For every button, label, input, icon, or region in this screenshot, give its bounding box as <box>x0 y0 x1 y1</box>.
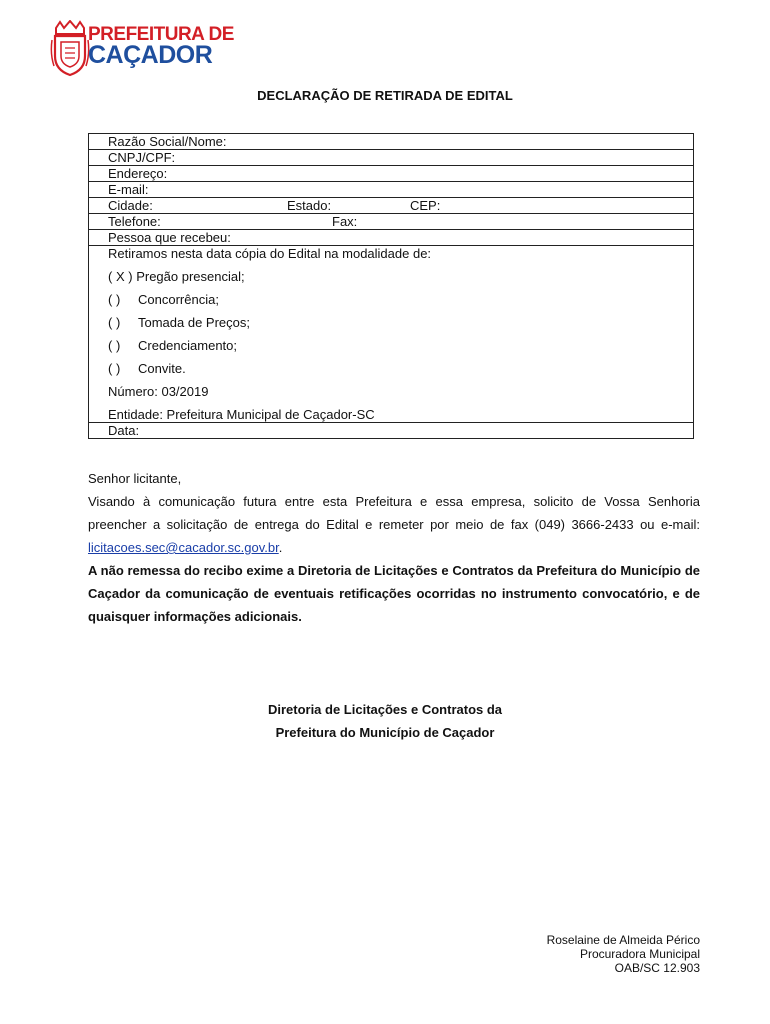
retiramos-text: Retiramos nesta data cópia do Edital na modalidade de: <box>108 246 432 261</box>
option-pregao <box>108 269 693 284</box>
form-row-modalidade <box>89 246 693 423</box>
numero-text: Número: 03/2019 <box>108 384 209 399</box>
signer-name: Roselaine de Almeida Périco <box>546 933 700 947</box>
option-tomada-precos <box>108 315 693 330</box>
option-label: Credenciamento; <box>138 338 237 353</box>
option-mark: ( ) <box>108 292 121 307</box>
logo-text-line2: CAÇADOR <box>88 41 213 69</box>
letter-body <box>88 467 700 628</box>
option-label: Convite. <box>138 361 186 376</box>
document-title: DECLARAÇÃO DE RETIRADA DE EDITAL <box>257 88 513 103</box>
signature-line2: Prefeitura do Município de Caçador <box>275 725 495 740</box>
signature-line1: Diretoria de Licitações e Contratos da <box>267 702 503 717</box>
pessoa-label: Pessoa que recebeu: <box>108 230 231 245</box>
instruction-end: . <box>278 540 283 555</box>
estado-label: Estado: <box>287 198 332 213</box>
form-row-cnpj <box>89 150 693 166</box>
withdrawal-form <box>88 133 694 439</box>
form-row-telefone <box>89 214 693 230</box>
cidade-label: Cidade: <box>108 198 153 213</box>
form-row-cidade <box>89 198 693 214</box>
option-concorrencia <box>108 292 693 307</box>
form-row-data <box>89 423 693 438</box>
option-mark: ( ) <box>108 338 121 353</box>
option-label: Pregão presencial; <box>136 269 245 284</box>
option-mark: ( ) <box>108 315 121 330</box>
option-credenciamento <box>108 338 693 353</box>
cnpj-label: CNPJ/CPF: <box>108 150 176 165</box>
email-label: E-mail: <box>108 182 149 197</box>
email-link[interactable]: licitacoes.sec@cacador.sc.gov.br <box>88 540 279 555</box>
option-convite <box>108 361 693 376</box>
signer-oab: OAB/SC 12.903 <box>614 961 700 975</box>
endereco-label: Endereço: <box>108 166 168 181</box>
greeting: Senhor licitante, <box>88 471 182 486</box>
fax-label: Fax: <box>332 214 358 229</box>
option-mark: ( X ) <box>108 269 133 284</box>
option-mark: ( ) <box>108 361 121 376</box>
form-row-pessoa <box>89 230 693 246</box>
city-crest-icon <box>50 20 90 78</box>
form-row-endereco <box>89 166 693 182</box>
bold-note: A não remessa do recibo exime a Diretoria de Licitações e Contratos da Prefeitura do Município de Caçador da comunicação de eventuais retificações ocorridas no instrumento convocatório, e de quaisquer informações adicionais. <box>88 563 700 624</box>
signature-department <box>0 698 770 744</box>
cep-label: CEP: <box>410 198 441 213</box>
razao-social-label: Razão Social/Nome: <box>108 134 227 149</box>
entidade-text: Entidade: Prefeitura Municipal de Caçador-SC <box>108 407 375 422</box>
logo-text-line1: PREFEITURA DE <box>88 24 234 45</box>
signer-block <box>547 933 700 975</box>
instruction-paragraph <box>88 490 700 559</box>
option-label: Concorrência; <box>138 292 219 307</box>
telefone-label: Telefone: <box>108 214 161 229</box>
form-row-razao-social <box>89 134 693 150</box>
prefeitura-logo <box>50 20 234 80</box>
form-row-email <box>89 182 693 198</box>
data-label: Data: <box>108 423 140 438</box>
signer-role: Procuradora Municipal <box>579 947 700 961</box>
option-label: Tomada de Preços; <box>138 315 251 330</box>
instruction-text: Visando à comunicação futura entre esta Prefeitura e essa empresa, solicito de Vossa Senhoria preencher a solicitação de entrega do Edital e remeter por meio de fax (049) 3666-2433 ou e-mail: <box>88 494 700 532</box>
